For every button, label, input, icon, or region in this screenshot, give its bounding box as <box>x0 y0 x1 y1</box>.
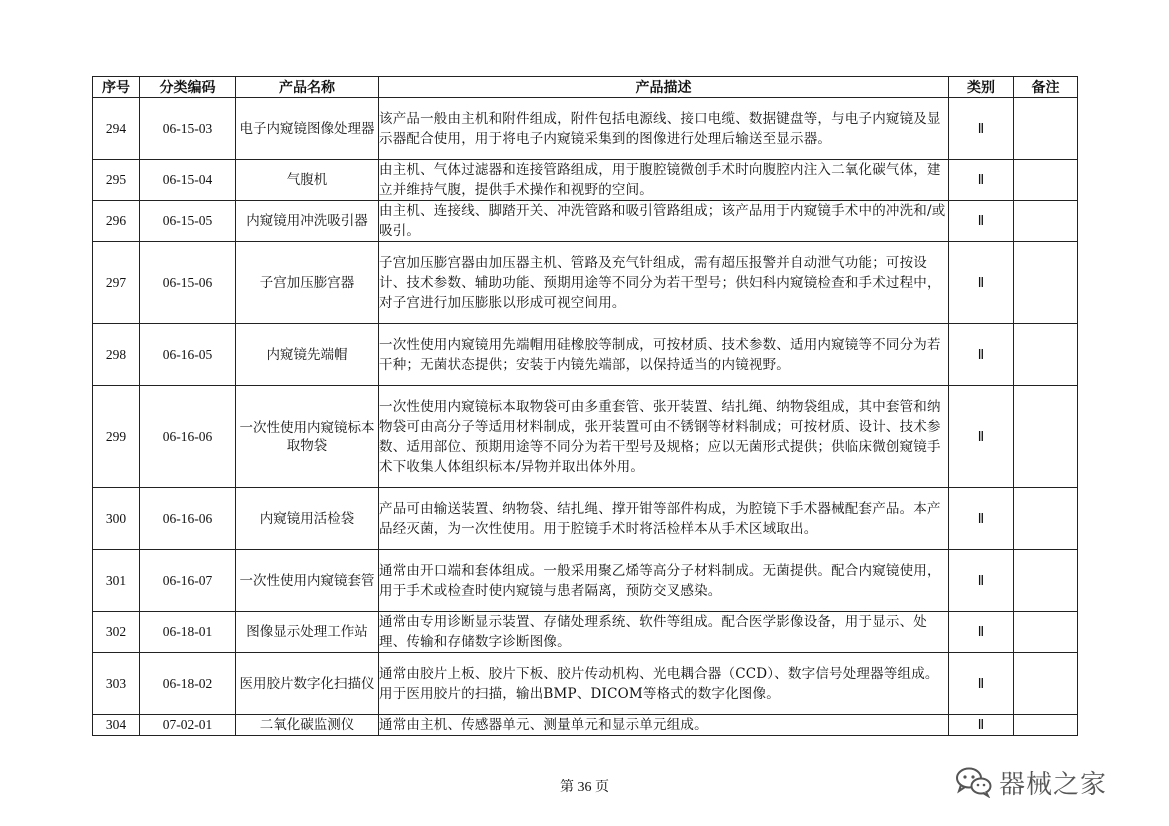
table-row <box>93 715 1078 736</box>
table-row <box>93 653 1078 715</box>
row-name: 医用胶片数字化扫描仪 <box>236 653 379 715</box>
row-category: Ⅱ <box>949 98 1014 160</box>
row-description: 由主机、连接线、脚踏开关、冲洗管路和吸引管路组成；该产品用于内窥镜手术中的冲洗和/或吸引。 <box>379 201 949 242</box>
header-code: 分类编码 <box>140 77 236 98</box>
header-category: 类别 <box>949 77 1014 98</box>
row-remark <box>1014 612 1078 653</box>
row-code: 06-16-07 <box>140 550 236 612</box>
row-name: 一次性使用内窥镜套管 <box>236 550 379 612</box>
row-name: 二氧化碳监测仪 <box>236 715 379 736</box>
row-name: 图像显示处理工作站 <box>236 612 379 653</box>
row-code: 06-15-06 <box>140 242 236 324</box>
wechat-icon <box>955 766 993 798</box>
row-remark <box>1014 653 1078 715</box>
table-row <box>93 201 1078 242</box>
row-number: 304 <box>93 715 140 736</box>
row-description: 该产品一般由主机和附件组成，附件包括电源线、接口电缆、数据键盘等，与电子内窥镜及显示器配合使用，用于将电子内窥镜采集到的图像进行处理后输送至显示器。 <box>379 98 949 160</box>
row-code: 06-18-02 <box>140 653 236 715</box>
row-name: 内窥镜先端帽 <box>236 324 379 386</box>
row-remark <box>1014 242 1078 324</box>
row-description: 通常由专用诊断显示装置、存储处理系统、软件等组成。配合医学影像设备，用于显示、处理、传输和存储数字诊断图像。 <box>379 612 949 653</box>
row-description: 子宫加压膨宫器由加压器主机、管路及充气针组成，需有超压报警并自动泄气功能；可按设计、技术参数、辅助功能、预期用途等不同分为若干型号；供妇科内窥镜检查和手术过程中，对子宫进行加压膨胀以形成可视空间用。 <box>379 242 949 324</box>
header-description: 产品描述 <box>379 77 949 98</box>
row-name: 子宫加压膨宫器 <box>236 242 379 324</box>
row-number: 296 <box>93 201 140 242</box>
row-description: 一次性使用内窥镜标本取物袋可由多重套管、张开装置、结扎绳、纳物袋组成，其中套管和纳物袋可由高分子等适用材料制成，张开装置可由不锈钢等材料制成；可按材质、设计、技术参数、适用部位、预期用途等不同分为若干型号及规格；应以无菌形式提供；供临床微创窥镜手术下收集人体组织标本/异物并取出体外用。 <box>379 386 949 488</box>
row-name: 内窥镜用冲洗吸引器 <box>236 201 379 242</box>
table-row <box>93 324 1078 386</box>
row-category: Ⅱ <box>949 653 1014 715</box>
row-category: Ⅱ <box>949 386 1014 488</box>
header-number: 序号 <box>93 77 140 98</box>
row-remark <box>1014 550 1078 612</box>
row-remark <box>1014 324 1078 386</box>
row-remark <box>1014 386 1078 488</box>
page-number: 第 36 页 <box>560 780 609 795</box>
row-category: Ⅱ <box>949 488 1014 550</box>
row-number: 294 <box>93 98 140 160</box>
row-remark <box>1014 201 1078 242</box>
table-row <box>93 386 1078 488</box>
table-header-row <box>93 77 1078 98</box>
row-code: 06-16-06 <box>140 386 236 488</box>
row-number: 300 <box>93 488 140 550</box>
table-row <box>93 98 1078 160</box>
row-description: 由主机、气体过滤器和连接管路组成，用于腹腔镜微创手术时向腹腔内注入二氧化碳气体，建立并维持气腹，提供手术操作和视野的空间。 <box>379 160 949 201</box>
product-catalog-table <box>92 76 1078 736</box>
row-code: 06-15-05 <box>140 201 236 242</box>
row-number: 299 <box>93 386 140 488</box>
row-number: 297 <box>93 242 140 324</box>
watermark-text: 器械之家 <box>999 769 1108 800</box>
watermark <box>955 762 1107 802</box>
row-name: 电子内窥镜图像处理器 <box>236 98 379 160</box>
row-description: 通常由开口端和套体组成。一般采用聚乙烯等高分子材料制成。无菌提供。配合内窥镜使用，用于手术或检查时使内窥镜与患者隔离，预防交叉感染。 <box>379 550 949 612</box>
table-row <box>93 488 1078 550</box>
table-row <box>93 242 1078 324</box>
row-category: Ⅱ <box>949 160 1014 201</box>
row-remark <box>1014 715 1078 736</box>
row-category: Ⅱ <box>949 715 1014 736</box>
row-category: Ⅱ <box>949 324 1014 386</box>
row-number: 302 <box>93 612 140 653</box>
row-number: 303 <box>93 653 140 715</box>
row-category: Ⅱ <box>949 550 1014 612</box>
header-name: 产品名称 <box>236 77 379 98</box>
row-category: Ⅱ <box>949 201 1014 242</box>
row-code: 06-15-04 <box>140 160 236 201</box>
row-remark <box>1014 98 1078 160</box>
row-code: 07-02-01 <box>140 715 236 736</box>
row-code: 06-18-01 <box>140 612 236 653</box>
row-name: 一次性使用内窥镜标本取物袋 <box>236 386 379 488</box>
table-row <box>93 160 1078 201</box>
table-row <box>93 612 1078 653</box>
row-description: 一次性使用内窥镜用先端帽用硅橡胶等制成，可按材质、技术参数、适用内窥镜等不同分为若干种；无菌状态提供；安装于内镜先端部，以保持适当的内镜视野。 <box>379 324 949 386</box>
row-description: 通常由主机、传感器单元、测量单元和显示单元组成。 <box>379 715 949 736</box>
table-row <box>93 550 1078 612</box>
row-number: 295 <box>93 160 140 201</box>
row-name: 气腹机 <box>236 160 379 201</box>
header-remark: 备注 <box>1014 77 1078 98</box>
row-name: 内窥镜用活检袋 <box>236 488 379 550</box>
row-number: 301 <box>93 550 140 612</box>
row-category: Ⅱ <box>949 612 1014 653</box>
row-description: 产品可由输送装置、纳物袋、结扎绳、撑开钳等部件构成，为腔镜下手术器械配套产品。本产品经灭菌，为一次性使用。用于腔镜手术时将活检样本从手术区域取出。 <box>379 488 949 550</box>
row-code: 06-16-05 <box>140 324 236 386</box>
row-remark <box>1014 488 1078 550</box>
row-number: 298 <box>93 324 140 386</box>
row-code: 06-16-06 <box>140 488 236 550</box>
row-remark <box>1014 160 1078 201</box>
row-category: Ⅱ <box>949 242 1014 324</box>
row-description: 通常由胶片上板、胶片下板、胶片传动机构、光电耦合器（CCD）、数字信号处理器等组成。用于医用胶片的扫描，输出BMP、DICOM等格式的数字化图像。 <box>379 653 949 715</box>
row-code: 06-15-03 <box>140 98 236 160</box>
